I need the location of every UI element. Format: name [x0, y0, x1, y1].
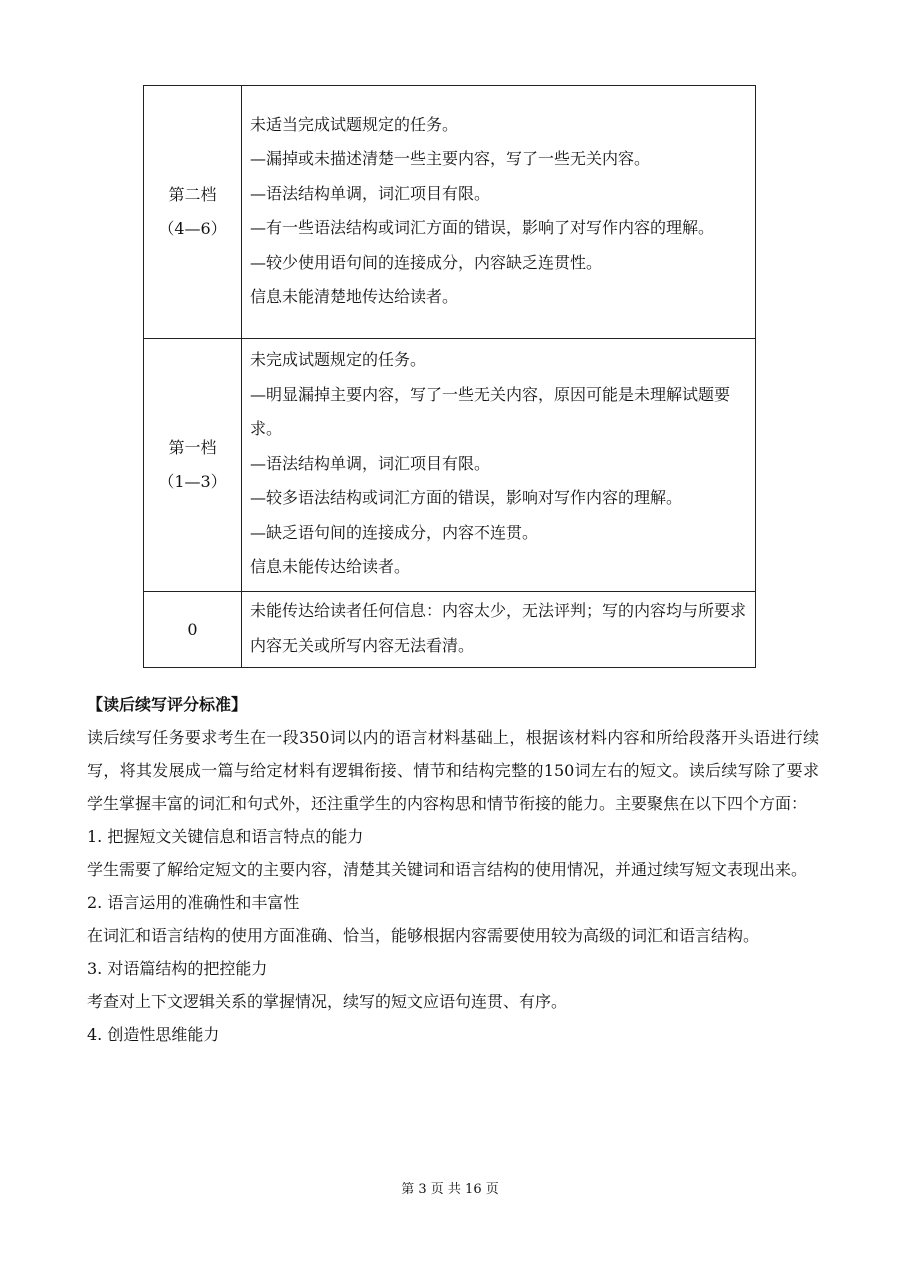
criteria-line: 未能传达给读者任何信息：内容太少，无法评判；写的内容均与所要求内容无关或所写内容无法看清。 [250, 601, 747, 655]
criteria-line: 未完成试题规定的任务。 [250, 350, 427, 370]
table-row [144, 339, 756, 592]
criteria-line: —明显漏掉主要内容，写了一些无关内容，原因可能是未理解试题要求。 [250, 384, 731, 439]
criteria-line: 信息未能清楚地传达给读者。 [250, 287, 459, 306]
criterion-body: 考查对上下文逻辑关系的掌握情况，续写的短文应语句连贯、有序。 [87, 992, 568, 1011]
band-name: 0 [187, 619, 198, 639]
criteria-line: —漏掉或未描述清楚一些主要内容，写了一些无关内容。 [250, 149, 651, 168]
criterion-title: 3. 对语篇结构的把控能力 [87, 959, 268, 978]
criteria-cell [242, 86, 756, 339]
criterion-title: 2. 语言运用的准确性和丰富性 [87, 893, 300, 912]
criterion-body: 在词汇和语言结构的使用方面准确、恰当，能够根据内容需要使用较为高级的词汇和语言结构。 [87, 926, 760, 945]
criteria-line: —语法结构单调，词汇项目有限。 [250, 453, 491, 473]
band-name: 第一档 [168, 438, 217, 457]
criteria-cell [242, 592, 756, 668]
band-range: （1—3） [158, 472, 227, 491]
criteria-line: —有一些语法结构或词汇方面的错误，影响了对写作内容的理解。 [250, 218, 715, 237]
criteria-line: —语法结构单调，词汇项目有限。 [250, 183, 491, 203]
band-name: 第二档 [168, 185, 217, 204]
criteria-line: —缺乏语句间的连接成分，内容不连贯。 [250, 522, 539, 542]
continuation-writing-section [87, 688, 819, 1051]
criteria-line: —较多语法结构或词汇方面的错误，影响对写作内容的理解。 [250, 488, 683, 508]
band-cell [144, 592, 242, 668]
band-range: （4—6） [158, 219, 227, 238]
criteria-line: 未适当完成试题规定的任务。 [250, 114, 459, 134]
criterion-title: 4. 创造性思维能力 [87, 1025, 220, 1044]
criterion-body: 学生需要了解给定短文的主要内容，清楚其关键词和语言结构的使用情况，并通过续写短文表现出来。 [87, 860, 808, 879]
band-cell [144, 339, 242, 592]
criteria-cell [242, 339, 756, 592]
criterion-title: 1. 把握短文关键信息和语言特点的能力 [87, 827, 364, 846]
table-row [144, 86, 756, 339]
page-footer: 第 3 页 共 16 页 [401, 1182, 499, 1197]
table-row [144, 592, 756, 668]
band-cell [144, 86, 242, 339]
section-intro: 读后续写任务要求考生在一段350词以内的语言材料基础上，根据该材料内容和所给段落开头语进行续写，将其发展成一篇与给定材料有逻辑衔接、情节和结构完整的150词左右的短文。读后续写除了要求学生掌握丰富的词汇和句式外，还注重学生的内容构思和情节衔接的能力。主要聚焦在以下四个方面： [87, 728, 819, 813]
criteria-line: —较少使用语句间的连接成分，内容缺乏连贯性。 [250, 252, 603, 272]
section-heading: 【读后续写评分标准】 [87, 695, 248, 714]
criteria-line: 信息未能传达给读者。 [250, 557, 411, 577]
scoring-rubric-table [143, 85, 756, 668]
